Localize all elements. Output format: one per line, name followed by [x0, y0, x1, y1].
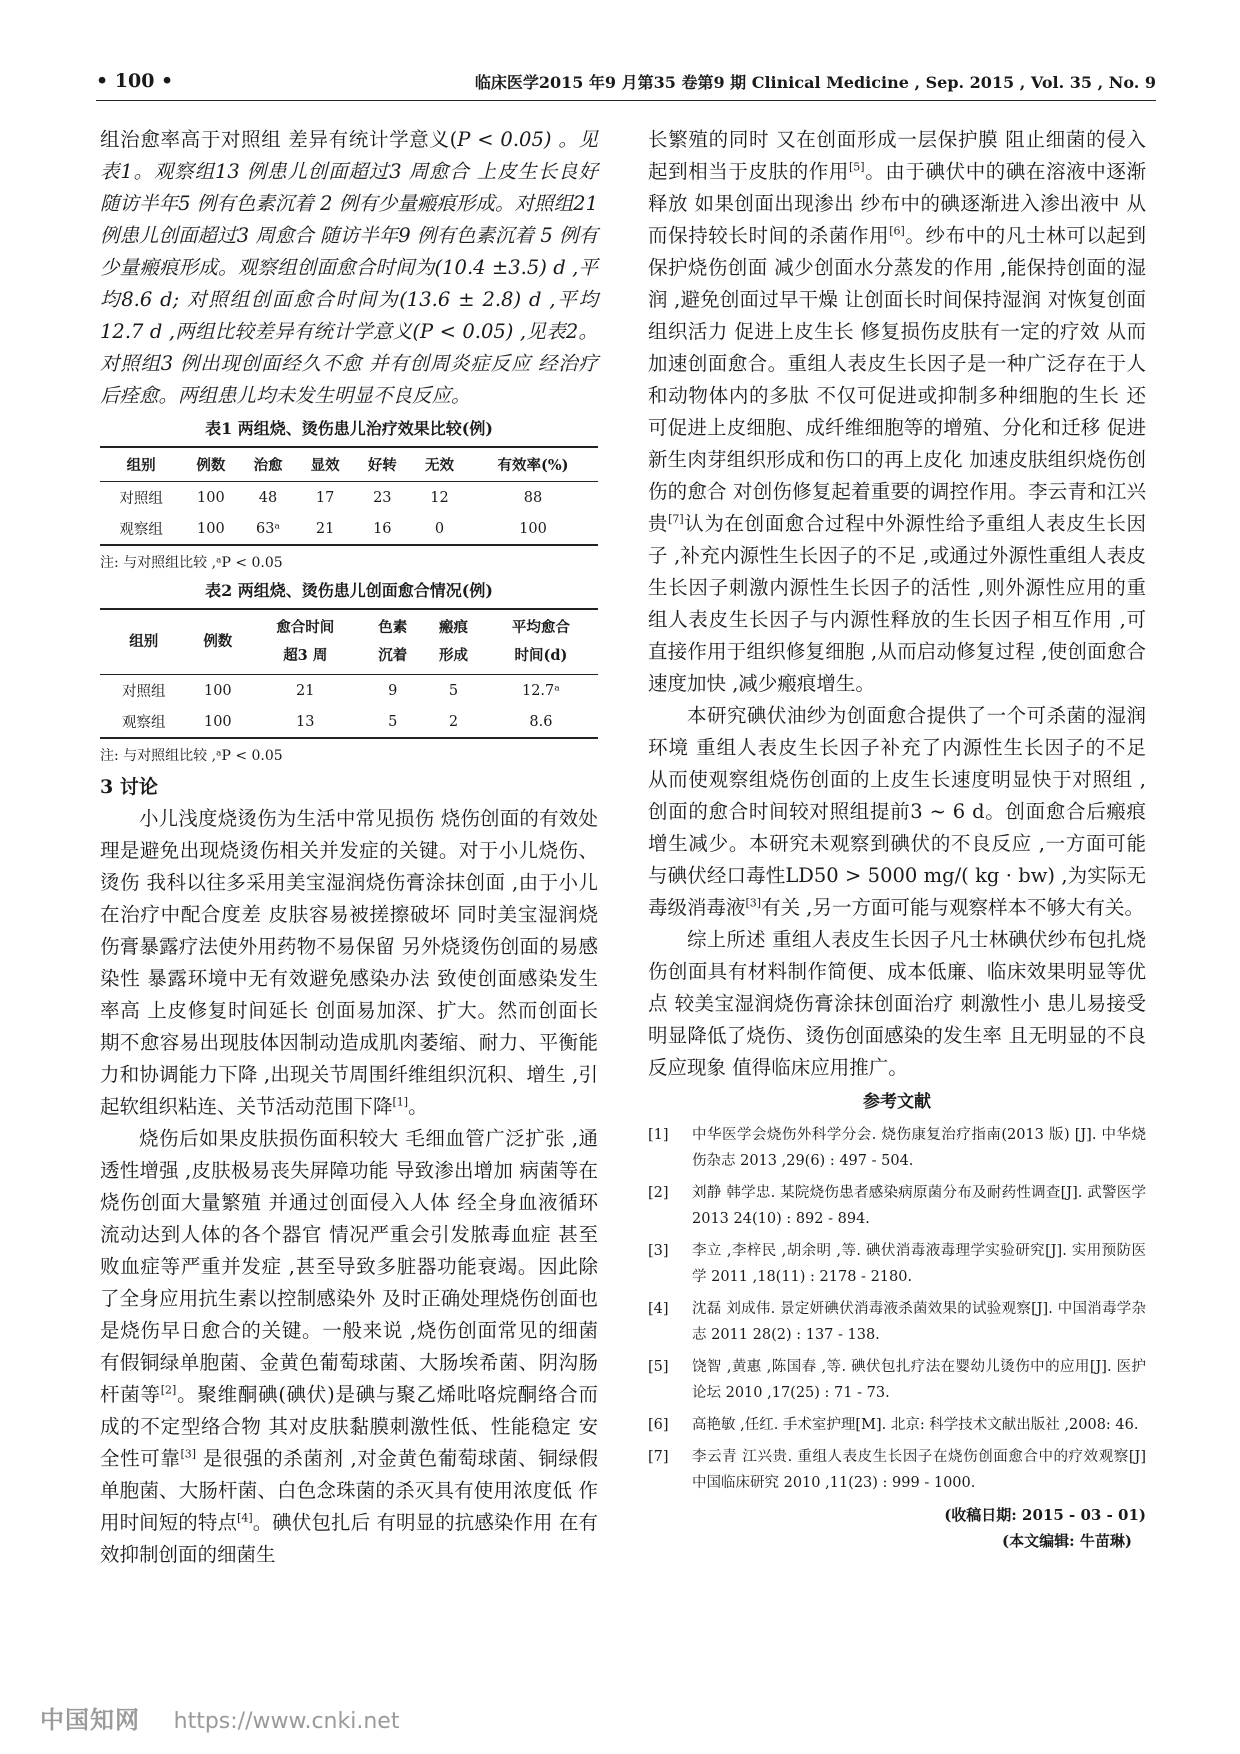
table-row [100, 482, 598, 514]
citation: [4] [237, 1511, 253, 1525]
page-header [96, 70, 1156, 100]
table2-body [100, 675, 598, 739]
table1-cell: 88 [523, 489, 543, 506]
table1-cell: 23 [373, 489, 392, 506]
table2-note: 注: 与对照组比较 ,ᵃP < 0.05 [100, 748, 283, 764]
conclusion-paragraph: 综上所述 重组人表皮生长因子凡士林碘伏纱布包扎烧伤创面具有材料制作简便、成本低廉、临床效果明显等优点 较美宝湿润烧伤膏涂抹创面治疗 刺激性小 患儿易接受 明显降低了烧伤、烫伤创面感染的发生率 且无明显的不良反应现象 值得临床应用推广。 [648, 928, 1146, 1079]
reference-text: 中华医学会烧伤外科学分会. 烧伤康复治疗指南(2013 版) [J]. 中华烧伤杂志 2013 ,29(6) : 497 - 504. [692, 1127, 1146, 1169]
table1-header-cell: 有效率(%) [468, 447, 598, 482]
reference-list [648, 1122, 1146, 1496]
table2-cell: 9 [388, 682, 398, 699]
table1-cell: 48 [258, 489, 278, 506]
discussion-paragraph-4: 本研究碘伏油纱为创面愈合提供了一个可杀菌的湿润环境 重组人表皮生长因子补充了内源性生长因子的不足 从而使观察组烧伤创面的上皮生长速度明显快于对照组 ,创面的愈合时间较对照组提前3 ~ 6 d。创面愈合后瘢痕增生减少。本研究未观察到碘伏的不良反应 ,一方面可能与碘伏经口毒性LD50 > 5000 mg/( kg · bw) ,为实际无毒级消毒液[3]有关 ,另一方面可能与观察样本不够大有关。 [648, 704, 1146, 919]
reference-item [648, 1412, 1146, 1438]
table2-header-line: 组别 [129, 633, 159, 650]
table-row [100, 706, 598, 738]
section-title: 3 讨论 [100, 776, 158, 798]
editor-credit: (本文编辑: 牛苗琳) [1002, 1532, 1132, 1550]
table1-cell: 21 [315, 520, 335, 537]
table2-header-line: 形成 [438, 647, 468, 664]
reference-text: 李云青 江兴贵. 重组人表皮生长因子在烧伤创面愈合中的疗效观察[J] 中国临床研究 2010 ,11(23) : 999 - 1000. [692, 1449, 1146, 1491]
reference-text: 沈磊 刘成伟. 景定妍碘伏消毒液杀菌效果的试验观察[J]. 中国消毒学杂志 2011 28(2) : 137 - 138. [692, 1301, 1146, 1343]
reference-number: [4] [648, 1301, 669, 1317]
table1-header-cell: 治愈 [239, 447, 296, 482]
table2-header-cell [362, 609, 423, 675]
reference-item [648, 1354, 1146, 1406]
right-column [648, 124, 1146, 1554]
table1-header-row [100, 447, 598, 482]
table2-cell: 2 [448, 713, 459, 730]
cnki-logo: 中国知网 [40, 1706, 140, 1734]
table2-header-cell [187, 609, 248, 675]
table2-header-line: 色素 [378, 619, 408, 636]
page-number: • 100 • [96, 70, 174, 92]
table1-cell: 100 [197, 489, 225, 506]
received-date: (收稿日期: 2015 - 03 - 01) [944, 1506, 1146, 1524]
table2-cell: 对照组 [121, 684, 166, 700]
table1-cell: 0 [434, 520, 445, 537]
reference-text: 李立 ,李梓民 ,胡余明 ,等. 碘伏消毒液毒理学实验研究[J]. 实用预防医学 2011 ,18(11) : 2178 - 2180. [692, 1243, 1146, 1285]
reference-text: 饶智 ,黄惠 ,陈国春 ,等. 碘伏包扎疗法在婴幼儿烫伤中的应用[J]. 医护论坛 2010 ,17(25) : 71 - 73. [692, 1359, 1146, 1401]
table2-header-cell [423, 609, 484, 675]
citation: [3] [180, 1447, 197, 1461]
table2-header-line: 超3 周 [283, 647, 328, 664]
running-head: 临床医学2015 年9 月第35 卷第9 期 Clinical Medicine , Sep. 2015 , Vol. 35 , No. 9 [474, 73, 1156, 92]
table2-cell: 13 [296, 713, 315, 730]
table1-cell: 16 [373, 520, 392, 537]
references-title: 参考文献 [863, 1092, 931, 1112]
table2-header-line: 平均愈合 [511, 619, 570, 636]
table1-cell: 100 [197, 520, 225, 537]
results-paragraph: 组治愈率高于对照组 差异有统计学意义(P < 0.05) 。见表1。观察组13 例患儿创面超过3 周愈合 上皮生长良好 随访半年5 例有色素沉着 2 例有少量瘢痕形成。对照组21 例患儿创面超过3 周愈合 随访半年9 例有色素沉着 5 例有少量瘢痕形成。观察组创面愈合时间为(10.4 ±3.5) d ,平均8.6 d; 对照组创面愈合时间为(13.6 ± 2.8) d ,平均12.7 d ,两组比较差异有统计学意义(P < 0.05) ,见表2。对照组3 例出现创面经久不愈 并有创周炎症反应 经治疗后痊愈。两组患儿均未发生明显不良反应。 [100, 128, 599, 407]
table2-header-line: 沉着 [378, 647, 408, 664]
table2-header-row [100, 609, 598, 675]
footer-watermark [40, 1700, 399, 1740]
table1-cell: 100 [519, 520, 547, 537]
reference-text: 高艳敏 ,任红. 手术室护理[M]. 北京: 科学技术文献出版社 ,2008: 46. [692, 1417, 1139, 1433]
table1-header-cell: 组别 [100, 447, 182, 482]
table2-header-cell [248, 609, 362, 675]
table2-cell: 100 [203, 713, 232, 730]
table1-header-cell: 显效 [297, 447, 354, 482]
table1-note: 注: 与对照组比较 ,ᵃP < 0.05 [100, 555, 283, 571]
reference-item [648, 1296, 1146, 1348]
table-row [100, 513, 598, 545]
table1-header-cell: 无效 [411, 447, 468, 482]
reference-item [648, 1238, 1146, 1290]
table2-cell: 12.7ᵃ [521, 682, 560, 699]
table1-cell: 12 [430, 489, 449, 506]
table2-caption: 表2 两组烧、烫伤患儿创面愈合情况(例) [205, 581, 493, 600]
reference-item [648, 1180, 1146, 1232]
discussion-paragraph-1: 小儿浅度烧烫伤为生活中常见损伤 烧伤创面的有效处理是避免出现烧烫伤相关并发症的关键。对于小儿烧伤、烫伤 我科以往多采用美宝湿润烧伤膏涂抹创面 ,由于小儿在治疗中配合度差 皮肤容易被搓擦破坏 同时美宝湿润烧伤膏暴露疗法使外用药物不易保留 另外烧烫伤创面的易感染性 暴露环境中无有效避免感染办法 致使创面感染发生率高 上皮修复时间延长 创面易加深、扩大。然而创面长期不愈容易出现肢体因制动造成肌肉萎缩、耐力、平衡能力和协调能力下降 ,出现关节周围纤维组织沉积、增生 ,引起软组织粘连、关节活动范围下降[1]。 [100, 807, 598, 1118]
reference-number: [7] [648, 1449, 669, 1465]
reference-number: [3] [648, 1243, 669, 1259]
table2-header-cell [100, 609, 187, 675]
citation: [3] [745, 896, 762, 910]
header-rule [96, 100, 1156, 101]
citation: [1] [392, 1095, 409, 1109]
table1-header-cell: 例数 [182, 447, 239, 482]
citation: [5] [849, 160, 865, 174]
reference-number: [2] [648, 1185, 669, 1201]
table2-header-line: 瘢痕 [438, 619, 468, 636]
table2-cell: 5 [388, 713, 398, 730]
table2-cell: 5 [448, 682, 459, 699]
table1-cell: 对照组 [119, 491, 163, 507]
table2-header-line: 愈合时间 [276, 619, 335, 636]
cnki-url[interactable]: https://www.cnki.net [173, 1709, 400, 1734]
table2-cell: 100 [203, 682, 232, 699]
discussion-paragraph-3: 长繁殖的同时 又在创面形成一层保护膜 阻止细菌的侵入 起到相当于皮肤的作用[5]。由于碘伏中的碘在溶液中逐渐释放 如果创面出现渗出 纱布中的碘逐渐进入渗出液中 从而保持较长时间的杀菌作用[6]。纱布中的凡士林可以起到保护烧伤创面 减少创面水分蒸发的作用 ,能保持创面的湿润 ,避免创面过早干燥 让创面长时间保持湿润 对恢复创面组织活力 促进上皮生长 修复损伤皮肤有一定的疗效 从而加速创面愈合。重组人表皮生长因子是一种广泛存在于人和动物体内的多肽 不仅可促进或抑制多种细胞的生长 还可促进上皮细胞、成纤维细胞等的增殖、分化和迁移 促进新生肉芽组织形成和伤口的再上皮化 加速皮肤组织烧伤创伤的愈合 对创伤修复起着重要的调控作用。李云青和江兴贵[7]认为在创面愈合过程中外源性给予重组人表皮生长因子 ,补充内源性生长因子的不足 ,或通过外源性重组人表皮生长因子刺激内源性生长因子的活性 ,则外源性应用的重组人表皮生长因子与内源性释放的生长因子相互作用 ,可直接作用于组织修复细胞 ,从而启动修复过程 ,使创面愈合速度加快 ,减少瘢痕增生。 [648, 128, 1146, 695]
table1 [100, 446, 598, 546]
citation: [2] [160, 1383, 177, 1397]
table-row [100, 675, 598, 707]
reference-number: [5] [648, 1359, 669, 1375]
left-column [100, 124, 598, 1571]
table2-header-line: 例数 [203, 633, 233, 650]
table1-header-cell: 好转 [354, 447, 411, 482]
reference-text: 刘静 韩学忠. 某院烧伤患者感染病原菌分布及耐药性调查[J]. 武警医学 2013 24(10) : 892 - 894. [692, 1185, 1146, 1227]
reference-number: [1] [648, 1127, 669, 1143]
reference-item [648, 1122, 1146, 1174]
table2-cell: 观察组 [121, 715, 166, 731]
table2-cell: 8.6 [529, 713, 553, 730]
citation: [6] [889, 224, 905, 238]
table2-header-cell [484, 609, 598, 675]
table2-cell: 21 [296, 682, 315, 699]
reference-number: [6] [648, 1417, 669, 1433]
citation: [7] [668, 512, 684, 526]
table1-body [100, 482, 598, 546]
table1-cell: 17 [315, 489, 335, 506]
table1-cell: 观察组 [119, 522, 163, 538]
table1-cell: 63ᵃ [255, 520, 281, 537]
table2-header-line: 时间(d) [514, 647, 568, 664]
table2 [100, 608, 598, 739]
reference-item [648, 1444, 1146, 1496]
table1-caption: 表1 两组烧、烫伤患儿治疗效果比较(例) [205, 419, 493, 438]
discussion-paragraph-2: 烧伤后如果皮肤损伤面积较大 毛细血管广泛扩张 ,通透性增强 ,皮肤极易丧失屏障功能 导致渗出增加 病菌等在烧伤创面大量繁殖 并通过创面侵入人体 经全身血液循环流动达到人体的各个器官 情况严重会引发脓毒血症 甚至败血症等严重并发症 ,甚至导致多脏器功能衰竭。因此除了全身应用抗生素以控制感染外 及时正确处理烧伤创面也是烧伤早日愈合的关键。一般来说 ,烧伤创面常见的细菌有假铜绿单胞菌、金黄色葡萄球菌、大肠埃希菌、阴沟肠杆菌等[2]。聚维酮碘(碘伏)是碘与聚乙烯吡咯烷酮络合而成的不定型络合物 其对皮肤黏膜刺激性低、性能稳定 安全性可靠[3] 是很强的杀菌剂 ,对金黄色葡萄球菌、铜绿假单胞菌、大肠杆菌、白色念珠菌的杀灭具有使用浓度低 作用时间短的特点[4]。碘伏包扎后 有明显的抗感染作用 在有效抑制创面的细菌生 [100, 1127, 598, 1566]
